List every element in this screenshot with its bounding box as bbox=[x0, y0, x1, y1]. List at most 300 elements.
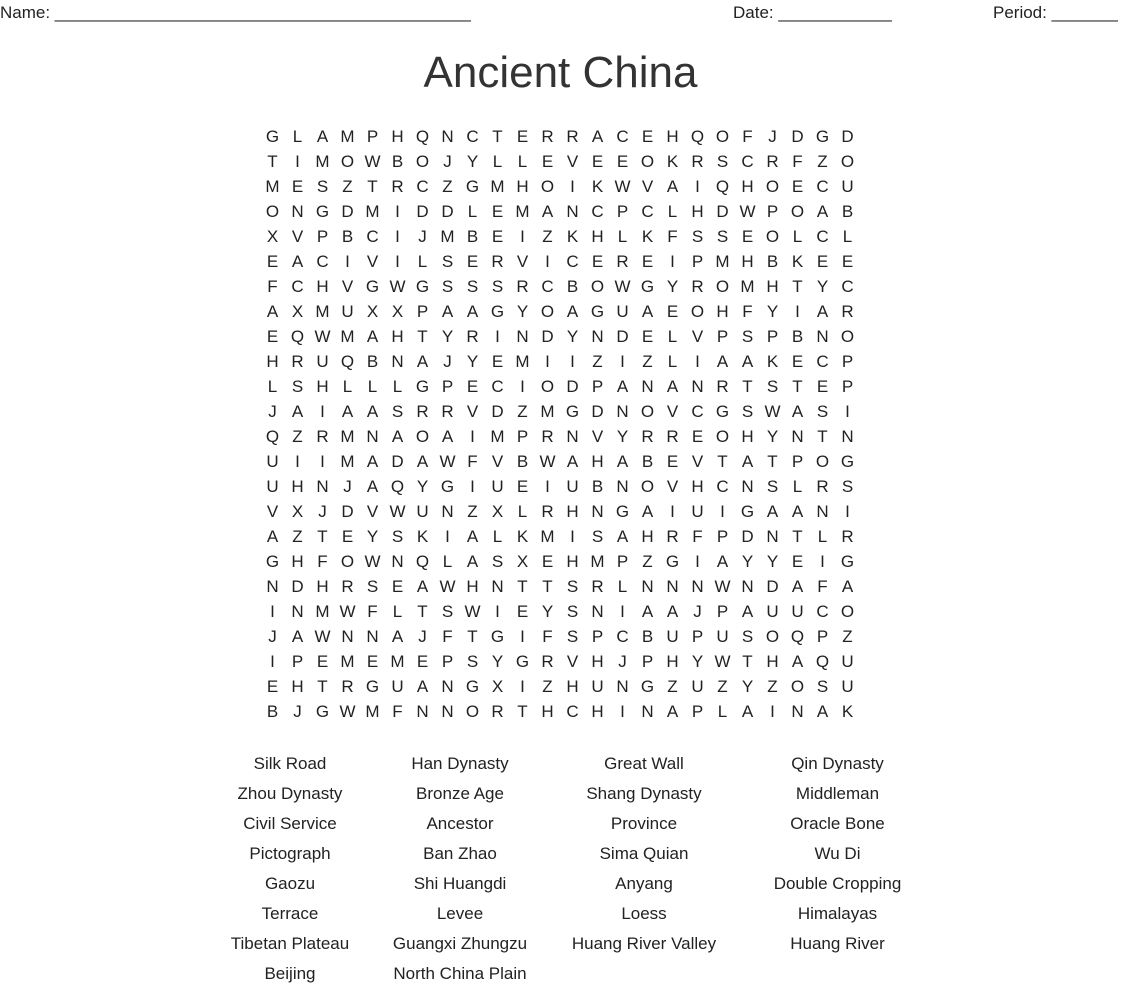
grid-letter[interactable]: O bbox=[465, 702, 480, 721]
grid-letter[interactable]: L bbox=[817, 527, 828, 546]
grid-letter[interactable]: E bbox=[791, 177, 804, 196]
grid-letter[interactable]: J bbox=[418, 227, 427, 246]
grid-letter[interactable]: W bbox=[339, 602, 356, 621]
grid-letter[interactable]: E bbox=[516, 602, 529, 621]
grid-letter[interactable]: G bbox=[715, 402, 730, 421]
grid-letter[interactable]: U bbox=[791, 602, 804, 621]
grid-letter[interactable]: L bbox=[792, 477, 803, 496]
grid-letter[interactable]: O bbox=[840, 327, 855, 346]
grid-letter[interactable]: I bbox=[670, 252, 675, 271]
grid-letter[interactable]: V bbox=[641, 177, 654, 196]
grid-letter[interactable]: I bbox=[620, 352, 625, 371]
grid-letter[interactable]: A bbox=[266, 302, 279, 321]
grid-letter[interactable]: P bbox=[716, 327, 729, 346]
grid-letter[interactable]: N bbox=[616, 677, 629, 696]
grid-letter[interactable]: M bbox=[315, 302, 330, 321]
grid-letter[interactable]: A bbox=[266, 527, 279, 546]
grid-letter[interactable]: Z bbox=[817, 152, 828, 171]
grid-letter[interactable]: H bbox=[516, 177, 529, 196]
grid-letter[interactable]: P bbox=[616, 202, 629, 221]
grid-letter[interactable]: M bbox=[340, 652, 355, 671]
grid-letter[interactable]: T bbox=[517, 577, 528, 596]
grid-letter[interactable]: P bbox=[716, 527, 729, 546]
grid-letter[interactable]: S bbox=[766, 377, 779, 396]
grid-letter[interactable]: J bbox=[268, 627, 277, 646]
grid-letter[interactable]: R bbox=[341, 677, 354, 696]
grid-letter[interactable]: H bbox=[316, 277, 329, 296]
grid-letter[interactable]: G bbox=[515, 652, 530, 671]
grid-letter[interactable]: I bbox=[695, 352, 700, 371]
grid-letter[interactable]: U bbox=[841, 652, 854, 671]
grid-letter[interactable]: I bbox=[270, 652, 275, 671]
grid-letter[interactable]: L bbox=[492, 527, 503, 546]
grid-letter[interactable]: W bbox=[439, 577, 456, 596]
grid-letter[interactable]: L bbox=[392, 602, 403, 621]
grid-letter[interactable]: E bbox=[266, 252, 279, 271]
grid-letter[interactable]: C bbox=[466, 127, 479, 146]
grid-letter[interactable]: P bbox=[766, 327, 779, 346]
grid-letter[interactable]: S bbox=[491, 552, 504, 571]
grid-letter[interactable]: L bbox=[717, 702, 728, 721]
grid-letter[interactable]: S bbox=[491, 277, 504, 296]
grid-letter[interactable]: T bbox=[742, 652, 753, 671]
grid-letter[interactable]: S bbox=[691, 227, 704, 246]
period-field[interactable]: Period: _______ bbox=[993, 3, 1118, 22]
grid-letter[interactable]: J bbox=[693, 602, 702, 621]
grid-letter[interactable]: C bbox=[591, 202, 604, 221]
grid-letter[interactable]: N bbox=[741, 477, 754, 496]
grid-letter[interactable]: Q bbox=[690, 127, 705, 146]
grid-letter[interactable]: D bbox=[441, 202, 454, 221]
grid-letter[interactable]: I bbox=[395, 227, 400, 246]
grid-letter[interactable]: V bbox=[341, 277, 354, 296]
grid-letter[interactable]: V bbox=[691, 327, 704, 346]
grid-letter[interactable]: Z bbox=[467, 502, 478, 521]
grid-letter[interactable]: A bbox=[291, 627, 304, 646]
grid-letter[interactable]: M bbox=[440, 227, 455, 246]
grid-letter[interactable]: H bbox=[391, 327, 404, 346]
grid-letter[interactable]: D bbox=[791, 127, 804, 146]
grid-letter[interactable]: X bbox=[491, 677, 504, 696]
grid-letter[interactable]: A bbox=[391, 427, 404, 446]
grid-letter[interactable]: B bbox=[641, 452, 654, 471]
grid-letter[interactable]: A bbox=[316, 127, 329, 146]
grid-letter[interactable]: O bbox=[590, 277, 605, 296]
grid-letter[interactable]: F bbox=[442, 627, 453, 646]
grid-letter[interactable]: G bbox=[815, 127, 830, 146]
grid-letter[interactable]: A bbox=[416, 677, 429, 696]
grid-letter[interactable]: D bbox=[291, 577, 304, 596]
grid-letter[interactable]: B bbox=[591, 477, 604, 496]
grid-letter[interactable]: N bbox=[266, 577, 279, 596]
grid-letter[interactable]: X bbox=[266, 227, 279, 246]
grid-letter[interactable]: D bbox=[341, 502, 354, 521]
grid-letter[interactable]: N bbox=[366, 427, 379, 446]
grid-letter[interactable]: D bbox=[841, 127, 854, 146]
grid-letter[interactable]: V bbox=[591, 427, 604, 446]
grid-letter[interactable]: Y bbox=[766, 427, 779, 446]
grid-letter[interactable]: C bbox=[741, 152, 754, 171]
grid-letter[interactable]: S bbox=[566, 602, 579, 621]
grid-letter[interactable]: N bbox=[316, 477, 329, 496]
grid-letter[interactable]: C bbox=[716, 477, 729, 496]
grid-letter[interactable]: Y bbox=[541, 602, 554, 621]
grid-letter[interactable]: C bbox=[491, 377, 504, 396]
grid-letter[interactable]: G bbox=[465, 677, 480, 696]
grid-letter[interactable]: O bbox=[265, 202, 280, 221]
grid-letter[interactable]: S bbox=[566, 577, 579, 596]
grid-letter[interactable]: J bbox=[618, 652, 627, 671]
grid-letter[interactable]: T bbox=[817, 427, 828, 446]
grid-letter[interactable]: A bbox=[541, 202, 554, 221]
grid-letter[interactable]: H bbox=[391, 127, 404, 146]
grid-letter[interactable]: U bbox=[591, 677, 604, 696]
grid-letter[interactable]: S bbox=[441, 277, 454, 296]
grid-letter[interactable]: T bbox=[467, 627, 478, 646]
grid-letter[interactable]: R bbox=[666, 427, 679, 446]
grid-letter[interactable]: I bbox=[520, 227, 525, 246]
grid-letter[interactable]: I bbox=[520, 627, 525, 646]
grid-letter[interactable]: H bbox=[741, 427, 754, 446]
grid-letter[interactable]: G bbox=[565, 402, 580, 421]
grid-letter[interactable]: A bbox=[566, 302, 579, 321]
grid-letter[interactable]: A bbox=[416, 452, 429, 471]
grid-letter[interactable]: F bbox=[692, 527, 703, 546]
grid-letter[interactable]: R bbox=[541, 502, 554, 521]
grid-letter[interactable]: F bbox=[317, 552, 328, 571]
grid-letter[interactable]: V bbox=[366, 502, 379, 521]
grid-letter[interactable]: O bbox=[765, 227, 780, 246]
grid-letter[interactable]: P bbox=[316, 227, 329, 246]
grid-letter[interactable]: B bbox=[766, 252, 779, 271]
grid-letter[interactable]: L bbox=[267, 377, 278, 396]
grid-letter[interactable]: B bbox=[466, 227, 479, 246]
grid-letter[interactable]: J bbox=[768, 127, 777, 146]
grid-letter[interactable]: I bbox=[520, 677, 525, 696]
grid-letter[interactable]: P bbox=[591, 377, 604, 396]
grid-letter[interactable]: C bbox=[841, 277, 854, 296]
grid-letter[interactable]: X bbox=[291, 302, 304, 321]
grid-letter[interactable]: G bbox=[590, 302, 605, 321]
grid-letter[interactable]: N bbox=[691, 377, 704, 396]
grid-letter[interactable]: R bbox=[841, 302, 854, 321]
grid-letter[interactable]: U bbox=[416, 502, 429, 521]
grid-letter[interactable]: I bbox=[545, 477, 550, 496]
grid-letter[interactable]: I bbox=[695, 177, 700, 196]
grid-letter[interactable]: C bbox=[416, 177, 429, 196]
grid-letter[interactable]: E bbox=[341, 527, 354, 546]
grid-letter[interactable]: I bbox=[720, 502, 725, 521]
grid-letter[interactable]: A bbox=[616, 527, 629, 546]
grid-letter[interactable]: E bbox=[791, 552, 804, 571]
grid-letter[interactable]: G bbox=[465, 177, 480, 196]
grid-letter[interactable]: W bbox=[614, 277, 631, 296]
grid-letter[interactable]: H bbox=[291, 477, 304, 496]
grid-letter[interactable]: R bbox=[591, 577, 604, 596]
grid-letter[interactable]: U bbox=[841, 677, 854, 696]
grid-letter[interactable]: M bbox=[340, 127, 355, 146]
grid-letter[interactable]: T bbox=[717, 452, 728, 471]
grid-letter[interactable]: P bbox=[841, 377, 854, 396]
grid-letter[interactable]: P bbox=[441, 377, 454, 396]
grid-letter[interactable]: O bbox=[790, 202, 805, 221]
grid-letter[interactable]: A bbox=[841, 577, 854, 596]
grid-letter[interactable]: F bbox=[817, 577, 828, 596]
grid-letter[interactable]: A bbox=[441, 302, 454, 321]
grid-letter[interactable]: S bbox=[766, 477, 779, 496]
grid-letter[interactable]: K bbox=[791, 252, 804, 271]
grid-letter[interactable]: L bbox=[292, 127, 303, 146]
grid-letter[interactable]: H bbox=[566, 552, 579, 571]
grid-letter[interactable]: V bbox=[666, 402, 679, 421]
grid-letter[interactable]: J bbox=[343, 477, 352, 496]
grid-letter[interactable]: I bbox=[320, 402, 325, 421]
grid-letter[interactable]: U bbox=[341, 302, 354, 321]
grid-letter[interactable]: Q bbox=[390, 477, 405, 496]
grid-letter[interactable]: Q bbox=[815, 652, 830, 671]
grid-letter[interactable]: R bbox=[491, 702, 504, 721]
grid-letter[interactable]: F bbox=[267, 277, 278, 296]
grid-letter[interactable]: L bbox=[367, 377, 378, 396]
grid-letter[interactable]: R bbox=[691, 277, 704, 296]
grid-letter[interactable]: N bbox=[291, 602, 304, 621]
grid-letter[interactable]: I bbox=[470, 477, 475, 496]
grid-letter[interactable]: V bbox=[466, 402, 479, 421]
grid-letter[interactable]: E bbox=[616, 152, 629, 171]
grid-letter[interactable]: I bbox=[495, 602, 500, 621]
grid-letter[interactable]: C bbox=[691, 402, 704, 421]
grid-letter[interactable]: E bbox=[516, 127, 529, 146]
grid-letter[interactable]: E bbox=[791, 352, 804, 371]
grid-letter[interactable]: I bbox=[845, 502, 850, 521]
grid-letter[interactable]: I bbox=[470, 427, 475, 446]
grid-letter[interactable]: E bbox=[291, 177, 304, 196]
grid-letter[interactable]: M bbox=[515, 352, 530, 371]
grid-letter[interactable]: I bbox=[620, 602, 625, 621]
grid-letter[interactable]: L bbox=[342, 377, 353, 396]
grid-letter[interactable]: S bbox=[391, 402, 404, 421]
grid-letter[interactable]: S bbox=[466, 277, 479, 296]
grid-letter[interactable]: R bbox=[566, 127, 579, 146]
grid-letter[interactable]: Y bbox=[466, 152, 479, 171]
grid-letter[interactable]: H bbox=[541, 702, 554, 721]
grid-letter[interactable]: O bbox=[415, 152, 430, 171]
grid-letter[interactable]: W bbox=[339, 702, 356, 721]
grid-letter[interactable]: L bbox=[667, 352, 678, 371]
grid-letter[interactable]: K bbox=[591, 177, 604, 196]
grid-letter[interactable]: E bbox=[466, 252, 479, 271]
grid-letter[interactable]: M bbox=[340, 327, 355, 346]
grid-letter[interactable]: S bbox=[366, 577, 379, 596]
grid-letter[interactable]: H bbox=[666, 127, 679, 146]
grid-letter[interactable]: G bbox=[615, 502, 630, 521]
grid-letter[interactable]: A bbox=[616, 452, 629, 471]
grid-letter[interactable]: A bbox=[466, 527, 479, 546]
grid-letter[interactable]: C bbox=[566, 702, 579, 721]
grid-letter[interactable]: O bbox=[640, 152, 655, 171]
grid-letter[interactable]: V bbox=[566, 152, 579, 171]
grid-letter[interactable]: P bbox=[291, 652, 304, 671]
grid-letter[interactable]: C bbox=[616, 627, 629, 646]
grid-letter[interactable]: G bbox=[665, 552, 680, 571]
grid-letter[interactable]: M bbox=[365, 202, 380, 221]
grid-letter[interactable]: A bbox=[791, 577, 804, 596]
grid-letter[interactable]: U bbox=[716, 627, 729, 646]
grid-letter[interactable]: Y bbox=[566, 327, 579, 346]
grid-letter[interactable]: D bbox=[491, 402, 504, 421]
grid-letter[interactable]: D bbox=[616, 327, 629, 346]
grid-letter[interactable]: R bbox=[416, 402, 429, 421]
grid-letter[interactable]: U bbox=[266, 477, 279, 496]
grid-letter[interactable]: G bbox=[490, 627, 505, 646]
grid-letter[interactable]: G bbox=[415, 377, 430, 396]
grid-letter[interactable]: F bbox=[392, 702, 403, 721]
grid-letter[interactable]: M bbox=[540, 402, 555, 421]
grid-letter[interactable]: G bbox=[365, 277, 380, 296]
grid-letter[interactable]: Y bbox=[491, 652, 504, 671]
grid-letter[interactable]: Z bbox=[592, 352, 603, 371]
grid-letter[interactable]: T bbox=[542, 577, 553, 596]
grid-letter[interactable]: E bbox=[391, 577, 404, 596]
grid-letter[interactable]: C bbox=[616, 127, 629, 146]
grid-letter[interactable]: R bbox=[491, 252, 504, 271]
grid-letter[interactable]: B bbox=[341, 227, 354, 246]
grid-letter[interactable]: A bbox=[291, 252, 304, 271]
grid-letter[interactable]: R bbox=[291, 352, 304, 371]
grid-letter[interactable]: M bbox=[590, 552, 605, 571]
grid-letter[interactable]: X bbox=[516, 552, 529, 571]
grid-letter[interactable]: R bbox=[666, 527, 679, 546]
grid-letter[interactable]: G bbox=[490, 302, 505, 321]
grid-letter[interactable]: Y bbox=[516, 302, 529, 321]
grid-letter[interactable]: I bbox=[295, 152, 300, 171]
grid-letter[interactable]: R bbox=[841, 527, 854, 546]
grid-letter[interactable]: F bbox=[667, 227, 678, 246]
grid-letter[interactable]: G bbox=[315, 702, 330, 721]
grid-letter[interactable]: Z bbox=[292, 427, 303, 446]
grid-letter[interactable]: P bbox=[841, 352, 854, 371]
grid-letter[interactable]: S bbox=[741, 327, 754, 346]
grid-letter[interactable]: M bbox=[365, 702, 380, 721]
grid-letter[interactable]: J bbox=[443, 352, 452, 371]
grid-letter[interactable]: S bbox=[816, 402, 829, 421]
grid-letter[interactable]: Q bbox=[415, 127, 430, 146]
grid-letter[interactable]: R bbox=[541, 127, 554, 146]
grid-letter[interactable]: A bbox=[641, 302, 654, 321]
grid-letter[interactable]: A bbox=[791, 652, 804, 671]
grid-letter[interactable]: E bbox=[316, 652, 329, 671]
grid-letter[interactable]: L bbox=[842, 227, 853, 246]
grid-letter[interactable]: E bbox=[691, 427, 704, 446]
grid-letter[interactable]: N bbox=[441, 502, 454, 521]
grid-letter[interactable]: G bbox=[840, 452, 855, 471]
grid-letter[interactable]: T bbox=[517, 702, 528, 721]
grid-letter[interactable]: E bbox=[266, 327, 279, 346]
grid-letter[interactable]: H bbox=[591, 452, 604, 471]
grid-letter[interactable]: A bbox=[666, 177, 679, 196]
grid-letter[interactable]: D bbox=[416, 202, 429, 221]
grid-letter[interactable]: O bbox=[715, 127, 730, 146]
grid-letter[interactable]: Z bbox=[642, 552, 653, 571]
grid-letter[interactable]: P bbox=[591, 627, 604, 646]
grid-letter[interactable]: E bbox=[416, 652, 429, 671]
grid-letter[interactable]: Z bbox=[542, 677, 553, 696]
grid-letter[interactable]: N bbox=[516, 327, 529, 346]
grid-letter[interactable]: A bbox=[441, 427, 454, 446]
grid-letter[interactable]: M bbox=[490, 177, 505, 196]
grid-letter[interactable]: N bbox=[566, 202, 579, 221]
grid-letter[interactable]: C bbox=[566, 252, 579, 271]
grid-letter[interactable]: U bbox=[766, 602, 779, 621]
grid-letter[interactable]: J bbox=[443, 152, 452, 171]
grid-letter[interactable]: F bbox=[742, 127, 753, 146]
grid-letter[interactable]: B bbox=[566, 277, 579, 296]
grid-letter[interactable]: W bbox=[364, 552, 381, 571]
grid-letter[interactable]: D bbox=[741, 527, 754, 546]
grid-letter[interactable]: W bbox=[439, 452, 456, 471]
grid-letter[interactable]: N bbox=[766, 527, 779, 546]
grid-letter[interactable]: F bbox=[467, 452, 478, 471]
grid-letter[interactable]: U bbox=[616, 302, 629, 321]
grid-letter[interactable]: E bbox=[666, 452, 679, 471]
grid-letter[interactable]: E bbox=[266, 677, 279, 696]
grid-letter[interactable]: X bbox=[291, 502, 304, 521]
grid-letter[interactable]: A bbox=[566, 452, 579, 471]
grid-letter[interactable]: U bbox=[841, 177, 854, 196]
grid-letter[interactable]: Z bbox=[342, 177, 353, 196]
grid-letter[interactable]: N bbox=[641, 577, 654, 596]
grid-letter[interactable]: I bbox=[295, 452, 300, 471]
grid-letter[interactable]: N bbox=[841, 427, 854, 446]
grid-letter[interactable]: B bbox=[791, 327, 804, 346]
grid-letter[interactable]: F bbox=[367, 602, 378, 621]
grid-letter[interactable]: G bbox=[415, 277, 430, 296]
grid-letter[interactable]: G bbox=[265, 127, 280, 146]
grid-letter[interactable]: S bbox=[716, 227, 729, 246]
grid-letter[interactable]: H bbox=[566, 502, 579, 521]
grid-letter[interactable]: V bbox=[516, 252, 529, 271]
grid-letter[interactable]: W bbox=[714, 577, 731, 596]
grid-letter[interactable]: B bbox=[266, 702, 279, 721]
grid-letter[interactable]: I bbox=[270, 602, 275, 621]
grid-letter[interactable]: T bbox=[767, 452, 778, 471]
grid-letter[interactable]: A bbox=[341, 402, 354, 421]
grid-letter[interactable]: O bbox=[340, 152, 355, 171]
grid-letter[interactable]: N bbox=[491, 577, 504, 596]
grid-letter[interactable]: H bbox=[641, 527, 654, 546]
grid-letter[interactable]: D bbox=[566, 377, 579, 396]
grid-letter[interactable]: S bbox=[441, 252, 454, 271]
grid-letter[interactable]: U bbox=[666, 627, 679, 646]
grid-letter[interactable]: N bbox=[616, 402, 629, 421]
grid-letter[interactable]: S bbox=[816, 677, 829, 696]
grid-letter[interactable]: S bbox=[591, 527, 604, 546]
grid-letter[interactable]: M bbox=[315, 152, 330, 171]
grid-letter[interactable]: Z bbox=[642, 352, 653, 371]
grid-letter[interactable]: E bbox=[591, 152, 604, 171]
grid-letter[interactable]: B bbox=[841, 202, 854, 221]
grid-letter[interactable]: R bbox=[641, 427, 654, 446]
grid-letter[interactable]: E bbox=[641, 252, 654, 271]
grid-letter[interactable]: N bbox=[291, 202, 304, 221]
grid-letter[interactable]: C bbox=[316, 252, 329, 271]
grid-letter[interactable]: L bbox=[667, 202, 678, 221]
grid-letter[interactable]: L bbox=[417, 252, 428, 271]
grid-letter[interactable]: T bbox=[792, 527, 803, 546]
grid-letter[interactable]: Y bbox=[366, 527, 379, 546]
grid-letter[interactable]: E bbox=[641, 127, 654, 146]
grid-letter[interactable]: N bbox=[641, 377, 654, 396]
